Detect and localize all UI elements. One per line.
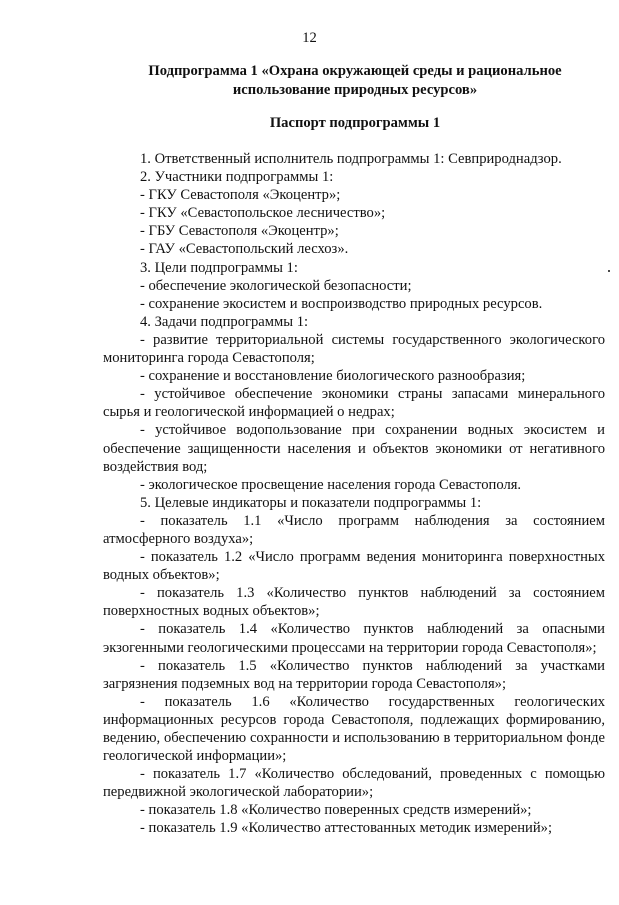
paragraph: 3. Цели подпрограммы 1: [140,259,298,276]
paragraph: - ГКУ Севастополя «Экоцентр»; [140,187,341,204]
paragraph: - сохранение и восстановление биологического разнообразия; [140,368,526,385]
paragraph: - показатель 1.3 «Количество пунктов наблюдений за состоянием поверхностных водных объектов»; [103,585,605,620]
paragraph: - устойчивое обеспечение экономики страны запасами минерального сырья и геологической информацией о недрах; [103,386,605,421]
title-line-2: использование природных ресурсов» [232,81,478,98]
paragraph: 5. Целевые индикаторы и показатели подпрограммы 1: [140,494,482,511]
paragraph: 4. Задачи подпрограммы 1: [140,313,309,330]
page-number: 12 [302,30,317,46]
paragraph: - обеспечение экологической безопасности; [140,277,412,294]
paragraph: - устойчивое водопользование при сохранении водных экосистем и обеспечение защищенности населения и объектов экономики от негативного воздействия вод; [103,422,605,475]
scan-speck [608,270,610,272]
paragraph: - сохранение экосистем и воспроизводство природных ресурсов. [140,295,543,312]
paragraph: - показатель 1.5 «Количество пунктов наблюдений за участками загрязнения подземных вод на территории города Севастополя»; [103,657,605,692]
paragraph: - показатель 1.4 «Количество пунктов наблюдений за опасными экзогенными геологическими процессами на территории города Севастополя»; [103,621,605,656]
paragraph: - показатель 1.7 «Количество обследований, проведенных с помощью передвижной экологической лаборатории»; [103,766,605,801]
paragraph: - ГАУ «Севастопольский лесхоз». [140,241,349,258]
paragraph: - показатель 1.9 «Количество аттестованных методик измерений»; [140,820,553,837]
title-line-1: Подпрограмма 1 «Охрана окружающей среды и рациональное [148,63,562,79]
paragraph: - показатель 1.8 «Количество поверенных средств измерений»; [140,802,532,819]
paragraph: - показатель 1.2 «Число программ ведения мониторинга поверхностных водных объектов»; [103,549,605,584]
paragraph: - показатель 1.1 «Число программ наблюдения за состоянием атмосферного воздуха»; [103,512,605,547]
paragraph: - показатель 1.6 «Количество государственных геологических информационных ресурсов города Севастополя, подлежащих формированию, ведению, обеспечению сохранности и использованию в территориальном фонде геологической информации»; [103,693,605,765]
document-title [100,62,610,99]
paragraph: - развитие территориальной системы государственного экологического мониторинга города Севастополя; [103,331,605,367]
paragraph: 1. Ответственный исполнитель подпрограммы 1: Севприроднадзор. [140,151,562,167]
paragraph: - ГКУ «Севастопольское лесничество»; [140,205,386,222]
section-heading: Паспорт подпрограммы 1 [269,115,441,131]
document-body [103,150,605,838]
paragraph: - экологическое просвещение населения города Севастополя. [140,476,522,493]
paragraph: - ГБУ Севастополя «Экоцентр»; [140,223,339,240]
paragraph: 2. Участники подпрограммы 1: [140,169,334,186]
